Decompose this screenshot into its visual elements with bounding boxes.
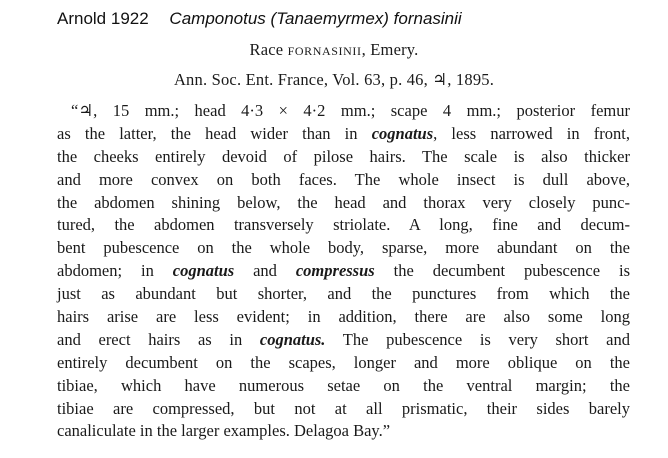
species-reference: cognatus (371, 123, 434, 143)
description-line (57, 260, 630, 283)
author-year: Arnold 1922 (57, 9, 149, 28)
text-run: The pubescence is very short and (325, 329, 630, 349)
species-reference: compressus (295, 261, 375, 281)
species-reference: cognatus. (259, 329, 326, 349)
text-run: abdomen; in (57, 261, 173, 281)
taxon-name: Camponotus (Tanaemyrmex) fornasinii (169, 9, 462, 28)
description-line (57, 146, 630, 169)
description-line (57, 283, 630, 306)
text-run: and more convex on both faces. The whole insect is dull above, (57, 169, 630, 189)
species-reference: cognatus (172, 261, 235, 281)
race-heading (0, 40, 668, 60)
description-line (57, 329, 630, 352)
text-run: canaliculate in the larger examples. Delagoa Bay.” (57, 421, 391, 441)
text-run: hairs arise are less evident; in addition, there are also some long (57, 307, 630, 327)
description-line (57, 192, 630, 215)
text-run: the abdomen shining below, the head and thorax very closely punc- (57, 192, 630, 212)
text-run: and erect hairs as in (57, 329, 260, 349)
race-name: fornasinii (287, 40, 362, 59)
text-run: the cheeks entirely devoid of pilose hairs. The scale is also thicker (57, 146, 630, 166)
description-line (57, 352, 630, 375)
description-quote (57, 100, 630, 443)
race-prefix: Race (249, 40, 288, 59)
citation: Ann. Soc. Ent. France, Vol. 63, p. 46, ♃, 1895. (173, 70, 495, 89)
text-run: bent pubescence on the whole body, sparse, more abundant on the (57, 238, 630, 258)
text-run: entirely decumbent on the scapes, longer and more oblique on the (57, 352, 630, 372)
species-header (57, 9, 462, 29)
description-line (57, 398, 630, 421)
race-suffix: , Emery. (361, 40, 419, 59)
description-line (57, 214, 630, 237)
text-run: , less narrowed in front, (433, 123, 630, 143)
description-line (57, 420, 630, 443)
text-run: as the latter, the head wider than in (57, 123, 372, 143)
text-run: the decumbent pubescence is (374, 261, 630, 281)
description-line (57, 123, 630, 146)
text-run: and (234, 261, 296, 281)
description-line (57, 375, 630, 398)
description-line (57, 306, 630, 329)
text-run: tibiae are compressed, but not at all prismatic, their sides barely (57, 398, 630, 418)
description-line (57, 237, 630, 260)
description-line (57, 169, 630, 192)
text-run: “♃, 15 mm.; head 4·3 × 4·2 mm.; scape 4 mm.; posterior femur (71, 101, 630, 120)
text-run: tibiae, which have numerous setae on the ventral margin; the (57, 375, 630, 395)
text-run: tured, the abdomen transversely striolate. A long, fine and decum- (57, 215, 630, 235)
text-run: just as abundant but shorter, and the punctures from which the (57, 284, 630, 304)
description-line (57, 100, 630, 123)
